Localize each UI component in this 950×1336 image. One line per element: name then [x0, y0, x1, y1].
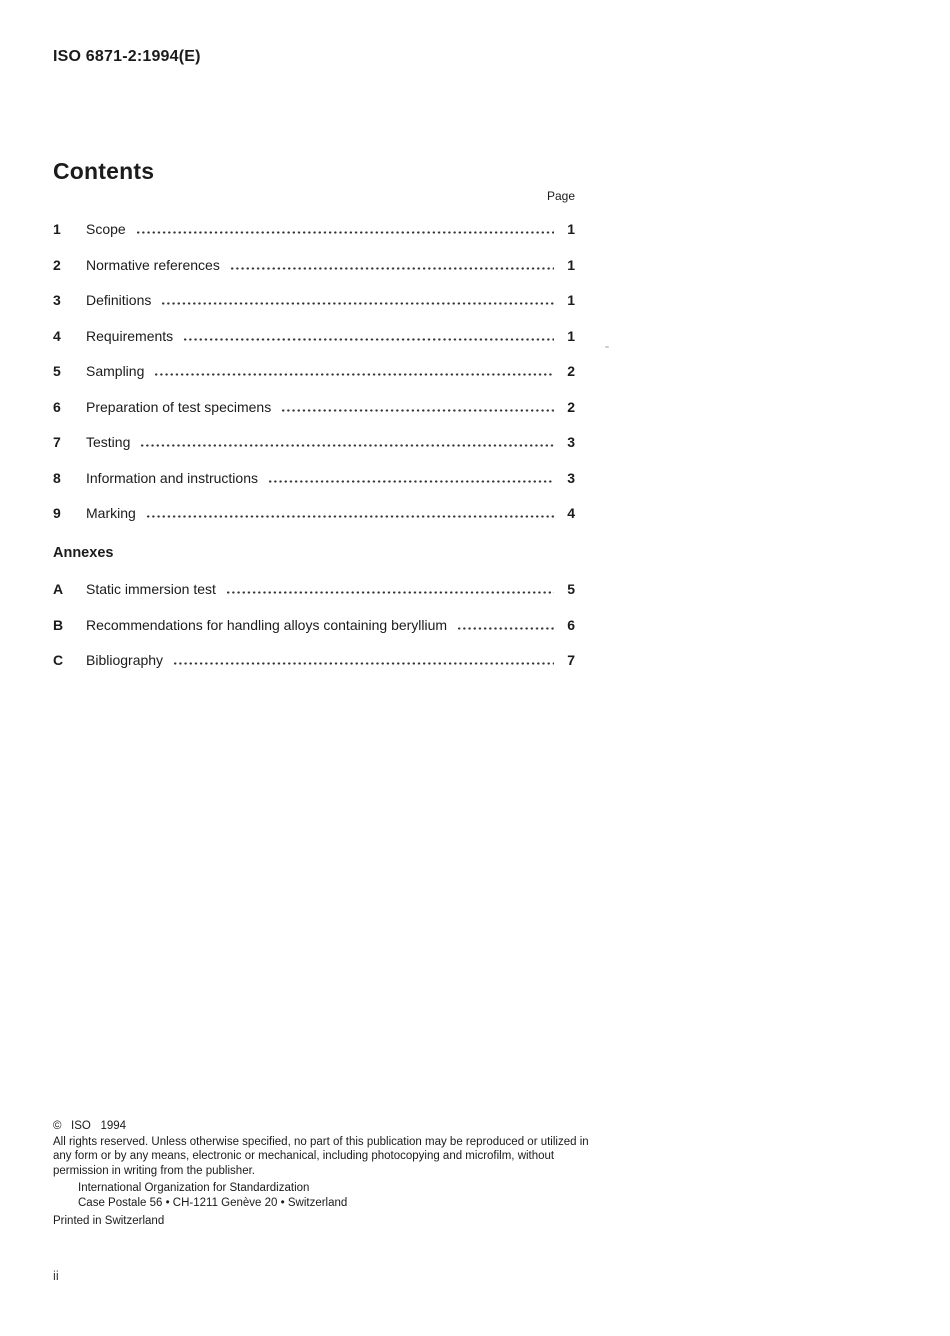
toc-entry-requirements — [53, 328, 575, 344]
dot-leader — [162, 302, 554, 305]
toc-entry-definitions — [53, 292, 575, 308]
toc-entry-title: Testing — [86, 434, 131, 450]
dot-leader — [282, 409, 554, 412]
toc-entry-title: Information and instructions — [86, 469, 258, 486]
toc-entry-number: 1 — [53, 221, 61, 237]
toc-entry-information — [53, 470, 575, 486]
document-reference: ISO 6871-2:1994(E) — [53, 48, 201, 65]
toc-entry-number: 3 — [53, 292, 61, 308]
toc-entry-title: Requirements — [86, 327, 174, 344]
page-column-label: Page — [546, 189, 575, 203]
dot-leader — [141, 444, 554, 447]
toc-entry-title: Scope — [86, 221, 126, 237]
dot-leader — [155, 373, 554, 376]
toc-entry-number: 9 — [53, 505, 61, 521]
toc-entry-title: Preparation of test specimens — [86, 398, 272, 415]
annex-title: Static immersion test — [86, 581, 216, 597]
toc-entry-number: 2 — [53, 256, 61, 273]
annexes-list — [53, 581, 575, 688]
dot-leader — [174, 662, 554, 665]
toc-entry-normative-references — [53, 257, 575, 273]
toc-entry-page: 3 — [567, 469, 575, 486]
annex-title: Recommendations for handling alloys containing beryllium — [86, 616, 448, 633]
toc-entry-page: 2 — [567, 398, 575, 415]
toc-entry-number: 7 — [53, 434, 61, 450]
toc-entry-title: Sampling — [86, 363, 145, 379]
copyright-block — [53, 1119, 593, 1228]
toc-entry-page: 3 — [567, 434, 575, 450]
folio-page-number: ii — [53, 1268, 59, 1283]
toc-entry-number: 6 — [53, 398, 61, 415]
toc-entry-number: 4 — [53, 327, 61, 344]
toc-entry-page: 1 — [567, 221, 575, 237]
dot-leader — [227, 591, 554, 594]
annex-entry-a — [53, 581, 575, 597]
annex-page: 5 — [567, 581, 575, 597]
toc-entry-title: Normative references — [86, 256, 220, 273]
annex-entry-c — [53, 652, 575, 668]
toc-entry-number: 8 — [53, 469, 61, 486]
publisher-address: Case Postale 56 • CH-1211 Genève 20 • Switzerland — [78, 1196, 348, 1209]
contents-heading: Contents — [53, 158, 155, 184]
toc-entry-preparation — [53, 399, 575, 415]
dot-leader — [184, 338, 554, 341]
toc-entry-title: Definitions — [86, 292, 152, 308]
toc-entry-scope — [53, 221, 575, 237]
annexes-heading: Annexes — [53, 545, 114, 561]
printed-in-line: Printed in Switzerland — [53, 1214, 165, 1227]
toc-entry-title: Marking — [86, 505, 136, 521]
rights-notice: All rights reserved. Unless otherwise specified, no part of this publication may be reproduced or utilized in any form or by any means, electronic or mechanical, including photocopying and microfilm, without permission in writing from the publisher. — [53, 1135, 589, 1177]
dot-leader — [231, 267, 554, 270]
toc-entry-testing — [53, 434, 575, 450]
dot-leader — [137, 231, 554, 234]
toc-entry-sampling — [53, 363, 575, 379]
toc-entry-marking — [53, 505, 575, 521]
table-of-contents — [53, 221, 575, 541]
toc-entry-number: 5 — [53, 363, 61, 379]
annex-entry-b — [53, 617, 575, 633]
annex-page: 7 — [567, 652, 575, 668]
dot-leader — [147, 515, 554, 518]
toc-entry-page: 4 — [567, 505, 575, 521]
scan-artifact — [605, 346, 609, 348]
annex-page: 6 — [567, 616, 575, 633]
dot-leader — [269, 480, 554, 483]
annex-letter: A — [53, 581, 64, 597]
toc-entry-page: 2 — [567, 363, 575, 379]
publisher-name: International Organization for Standardization — [78, 1182, 310, 1195]
copyright-line: © ISO 1994 — [53, 1120, 127, 1132]
annex-letter: B — [53, 616, 64, 633]
toc-entry-page: 1 — [567, 256, 575, 273]
annex-letter: C — [53, 652, 64, 668]
toc-entry-page: 1 — [567, 292, 575, 308]
dot-leader — [458, 627, 554, 630]
annex-title: Bibliography — [86, 652, 164, 668]
toc-entry-page: 1 — [567, 327, 575, 344]
